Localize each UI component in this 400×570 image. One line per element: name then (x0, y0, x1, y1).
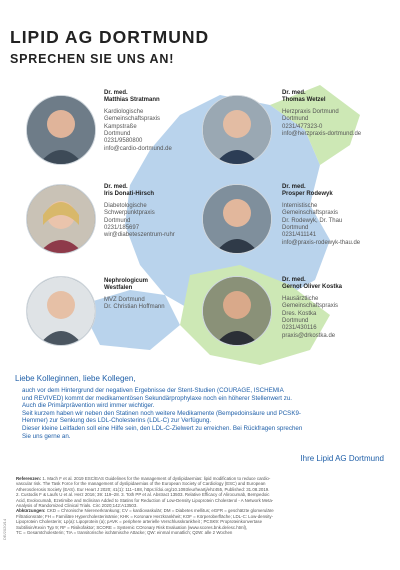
portrait-photo-icon (202, 95, 272, 165)
portrait-photo-icon (202, 184, 272, 254)
contact-card: Dr. med. Prosper Rodewyk Internistische Gemeinschaftspraxis Dr. Rodewyk, Dr. Thau Dortmund 0231/411141 info@praxis-rodewyk-thau.de (282, 184, 397, 247)
references-block: Referenzen: 1. Mach F et al. 2019 ESC/EAS Guidelines for the management of dyslipidaemias: lipid modification to reduce cardio- vascular risk. The Task Force for the management of dyslipidaemias of the European Society of Cardiology (ESC) and European Atherosclerosis Society (EAS). Eur Heart J 2020; 41(1): 111–188, https://doi.org/10.1093/eurheartj/ehz455, Published: 31.08.2019. 2. Custodis F & Laufs U et al. Herz 2016; 39: 119–28. 3. Toth PP et al. Abstract 13503. Relative Efficacy of Alirocumab, Bempedoic Acid, Evolocumab, Ezetimibe and Inclisiran Added to Statins for Reduction of Low-Density Lipoprotein Cholesterol - A Network Meta- Analysis of Randomized Clinical Trials. Circ 2020;142:A13503. Abkürzungen: CKD = Chronische Nierenerkrankung; CV = kardiovaskulär; DM = Diabetes mellitus; eGFR = geschätzte glomeruläre Filtrationsrate; FH = Familiäre Hypercholesterinämie; KHK = Koronare Herzkrankheit; KOF = Körperoberfläche; LDL-C: Low-density- Lipoprotein Cholesterin; Lp(a): Lipoprotein (a); pAVK = periphere arterielle Verschlusskrankheit ; PCSK9: Proproteinkonvertase Subtilisin/Kexin Typ 9; RF = Risikofaktor; SCORE = Systemic COronary Risk Evaluation (www.scores.bnk.de/esc.html), TC = Gesamtcholesterin; TIA = transitorische ischämische Attacke; QW: einmal monatlich; Q2W: alle 2 Wochen (16, 476, 274, 536)
portrait-photo-icon (26, 276, 96, 346)
letter-signoff: Ihre Lipid AG Dortmund (300, 454, 384, 463)
page-subtitle: SPRECHEN SIE UNS AN! (10, 52, 175, 66)
email-link[interactable]: info@praxis-rodewyk-thau.de (282, 239, 361, 246)
letter-greeting: Liebe Kolleginnen, liebe Kollegen, (15, 374, 136, 383)
letter-body: auch vor dem Hintergrund der negativen Ergebnisse der Stent-Studien (COURAGE, ISCHEMIA und REVIVED) kommt der medikamentösen Sekundärprophylaxe noch ein höherer Stellenwert zu. Auch die Primärprävention wird immer wichtiger. Seit kurzem haben wir neben den Statinen noch weitere Medikamente (Bempedoinsäure und PCSK9- Hemmer) zur Senkung des LDL-Cholesterins (LDL-C) zur Verfügung. Dieser kleine Leitfaden soll eine Hilfe sein, den LDL-C-Zielwert zu erreichen. Bei Rückfragen sprechen Sie uns gerne an. (22, 387, 303, 440)
email-link[interactable]: info@herzpraxis-dortmund.de (282, 131, 362, 138)
portrait-photo-icon (202, 276, 272, 346)
email-link[interactable]: info@cardio-dortmund.de (104, 145, 172, 152)
email-link[interactable]: wir@diabeteszentrum-ruhr (104, 232, 175, 239)
contact-card: Dr. med. Thomas Wetzel Herzpraxis Dortmund Dortmund 0231/477323-0 info@herzpraxis-dortmund.de (282, 90, 397, 138)
contact-card: Dr. med. Iris Donati-Hirsch Diabetologische Schwerpunktpraxis Dortmund 0231/185697 wir@diabeteszentrum-ruhr (104, 184, 219, 240)
portrait-photo-icon (26, 95, 96, 165)
email-link[interactable]: praxis@drkostka.de (282, 332, 336, 339)
page-title: LIPID AG DORTMUND (10, 27, 210, 47)
contact-card: Dr. med. Gernot Oliver Kostka Hausärztliche Gemeinschaftspraxis Dres. Kostka Dortmund 0231/430116 praxis@drkostka.de (282, 277, 397, 340)
contact-card: Dr. med. Matthias Stratmann Kardiologische Gemeinschaftspraxis Kampstraße Dortmund 0231/9580800 info@cardio-dortmund.de (104, 90, 219, 153)
contact-card: Nephrologicum Westfalen MVZ Dortmund Dr. Christian Hoffmann (104, 278, 165, 311)
document-code: DE/2020/14 (2, 518, 7, 540)
portrait-photo-icon (26, 184, 96, 254)
